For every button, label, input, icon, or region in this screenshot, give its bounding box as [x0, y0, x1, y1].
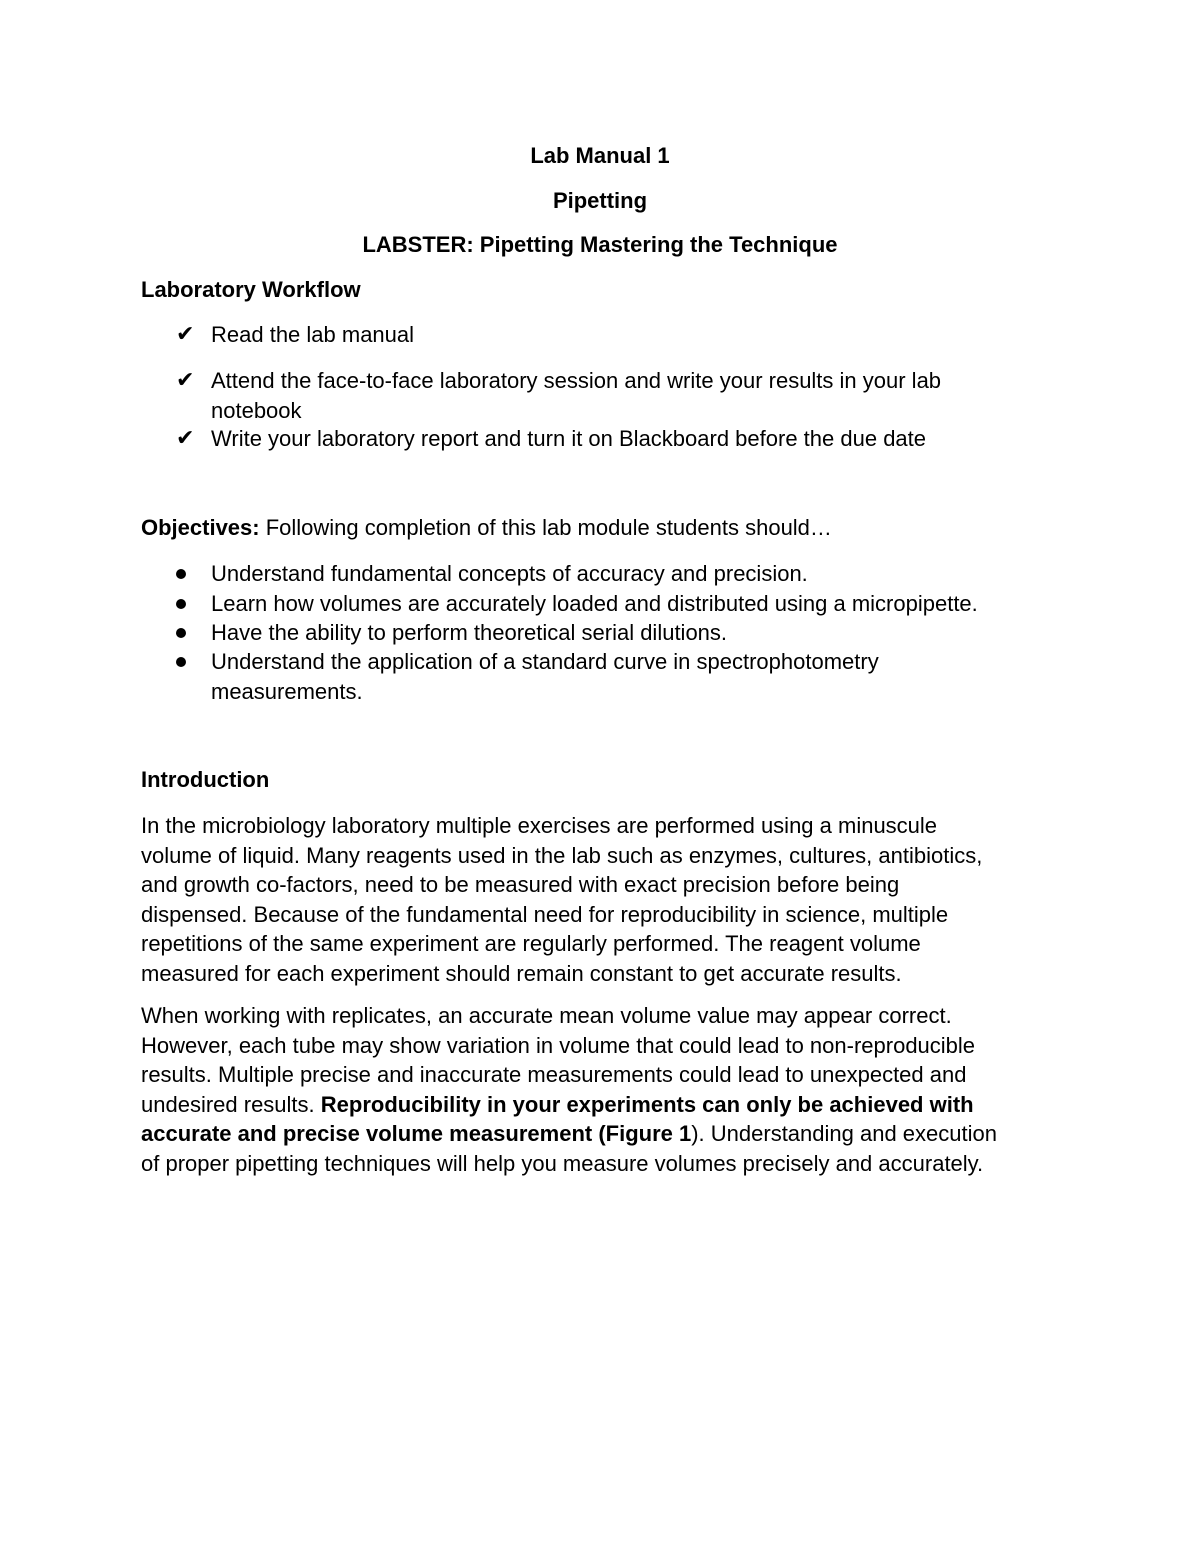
document-title: Lab Manual 1: [530, 143, 670, 168]
objective-item-text: Understand the application of a standard curve in spectrophotometry: [211, 649, 879, 674]
introduction-heading: Introduction: [141, 767, 270, 792]
workflow-item: [211, 366, 941, 425]
paragraph-line: and growth co-factors, need to be measured with exact precision before being: [141, 872, 900, 897]
checkmark-icon: ✔: [176, 321, 195, 346]
module-title: LABSTER: Pipetting Mastering the Technique: [362, 232, 838, 257]
paragraph-line: However, each tube may show variation in volume that could lead to non-reproducible: [141, 1032, 976, 1058]
workflow-item: [211, 424, 926, 454]
document-subtitle: Pipetting: [552, 188, 648, 213]
emphasis-text: Reproducibility in your experiments can only be achieved with: [320, 1091, 974, 1117]
objective-item: [211, 618, 727, 648]
objectives-line: [141, 514, 832, 542]
bullet-icon: [176, 599, 186, 609]
emphasis-text: accurate and precise volume measurement (Figure 1: [141, 1121, 692, 1146]
workflow-item: [211, 320, 414, 350]
workflow-item-text: Write your laboratory report and turn it on Blackboard before the due date: [211, 426, 927, 451]
checkmark-icon: ✔: [176, 367, 195, 392]
objective-item-text: Learn how volumes are accurately loaded and distributed using a micropipette.: [211, 591, 978, 616]
paragraph-line: [141, 1090, 997, 1120]
paragraph-text: ). Understanding and execution: [691, 1121, 997, 1146]
paragraph-text: undesired results.: [141, 1091, 321, 1117]
objective-item-text: Have the ability to perform theoretical serial dilutions.: [211, 620, 728, 645]
workflow-item-text: Read the lab manual: [211, 322, 415, 347]
checkmark-icon: ✔: [176, 425, 195, 450]
objective-item-text: Understand fundamental concepts of accuracy and precision.: [211, 561, 808, 586]
paragraph-line: of proper pipetting techniques will help you measure volumes precisely and accurately.: [141, 1150, 984, 1176]
workflow-item-text: Attend the face-to-face laboratory session and write your results in your lab: [211, 368, 942, 393]
bullet-icon: [176, 657, 186, 667]
bullet-icon: [176, 628, 186, 638]
objective-item: [211, 559, 808, 589]
paragraph-line: [141, 1119, 997, 1149]
workflow-heading: Laboratory Workflow: [141, 277, 361, 302]
paragraph-line: repetitions of the same experiment are regularly performed. The reagent volume: [141, 931, 921, 956]
paragraph-line: When working with replicates, an accurate mean volume value may appear correct.: [141, 1003, 952, 1028]
introduction-paragraph-2: [141, 1001, 997, 1178]
workflow-item-text: notebook: [211, 397, 302, 423]
paragraph-line: dispensed. Because of the fundamental need for reproducibility in science, multiple: [141, 901, 949, 927]
objective-item-text: measurements.: [211, 678, 363, 704]
paragraph-line: measured for each experiment should remain constant to get accurate results.: [141, 960, 902, 986]
objectives-label: Objectives:: [141, 515, 260, 540]
objectives-intro: Following completion of this lab module students should…: [259, 515, 832, 540]
objective-item: [211, 589, 978, 619]
objective-item: [211, 647, 879, 706]
bullet-icon: [176, 569, 186, 579]
introduction-paragraph-1: [141, 811, 982, 988]
paragraph-line: In the microbiology laboratory multiple exercises are performed using a minuscule: [141, 813, 938, 838]
paragraph-line: results. Multiple precise and inaccurate measurements could lead to unexpected and: [141, 1062, 967, 1087]
paragraph-line: volume of liquid. Many reagents used in the lab such as enzymes, cultures, antibiotics,: [141, 842, 983, 868]
